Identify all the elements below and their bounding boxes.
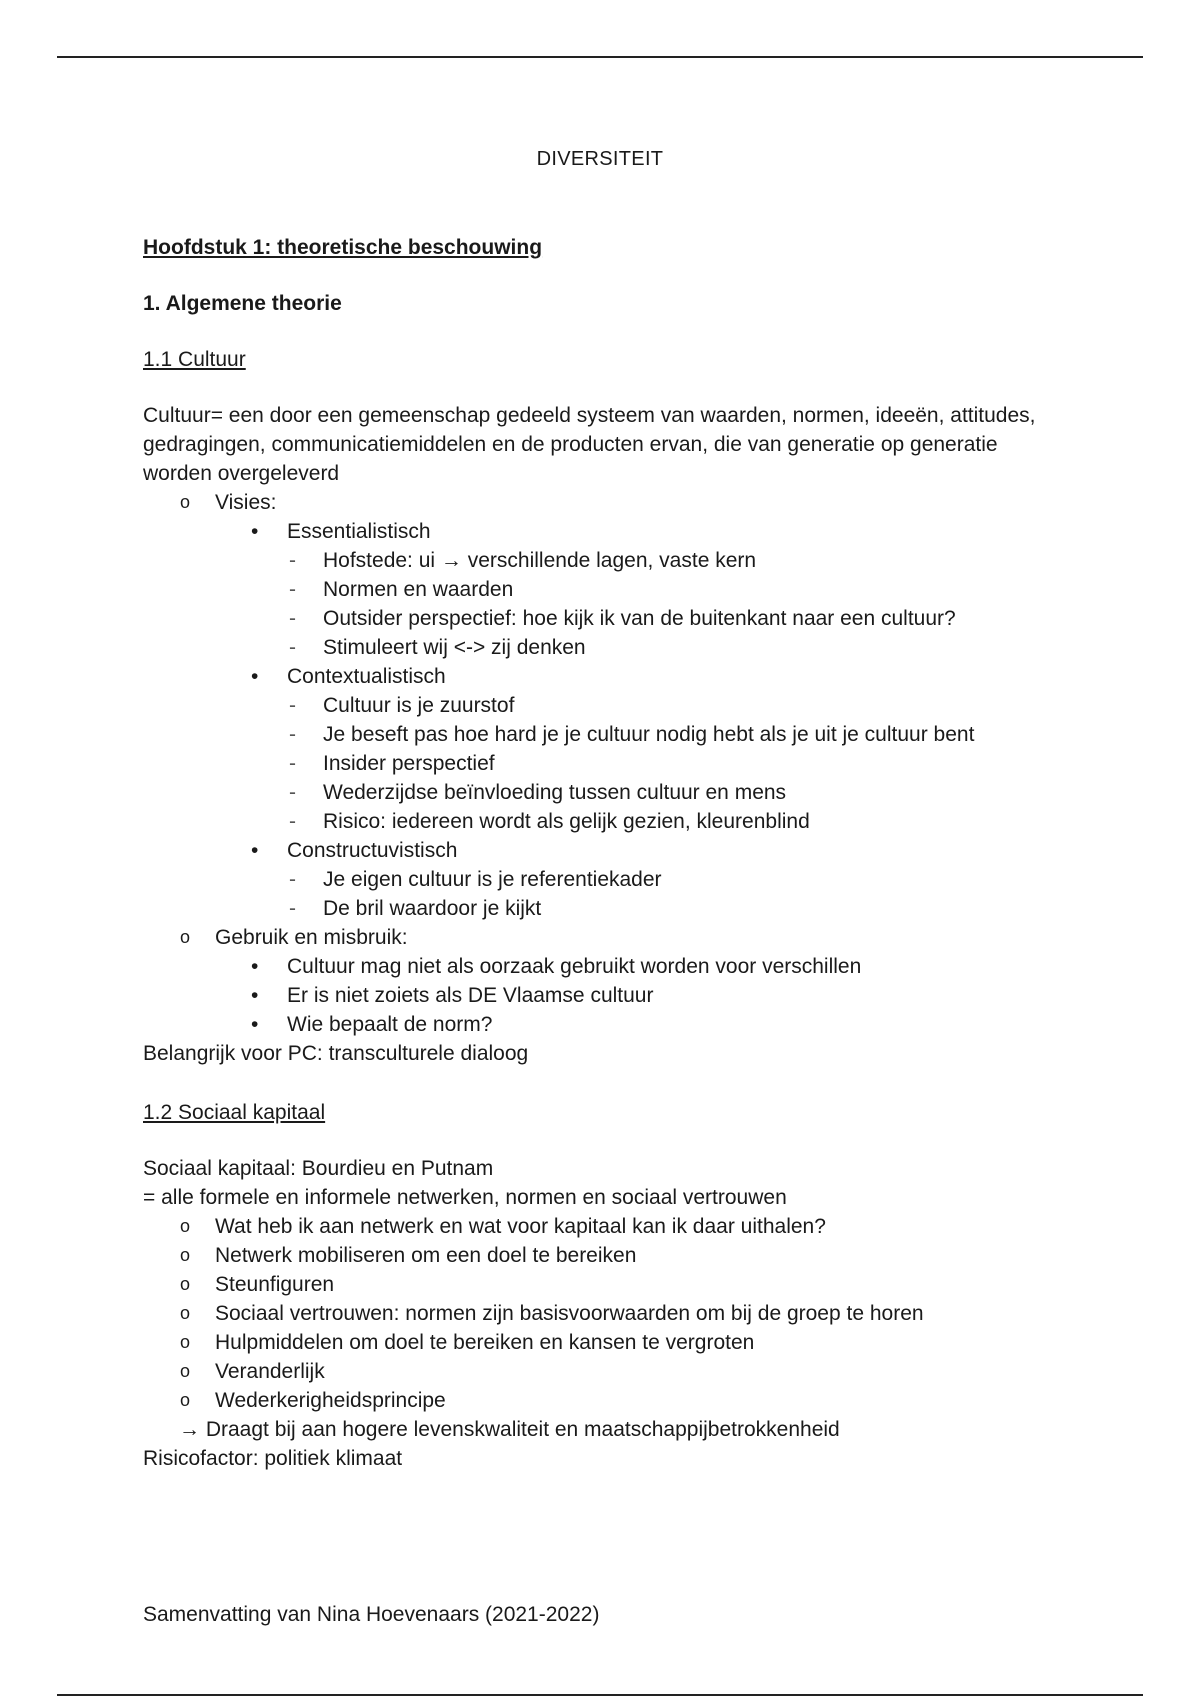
- document-title: DIVERSITEIT: [536, 148, 664, 170]
- list-item: [287, 778, 1143, 807]
- list-item: [215, 1010, 1143, 1039]
- point-text: Sociaal vertrouwen: normen zijn basisvoorwaarden om bij de groep te horen: [215, 1302, 924, 1325]
- risk-factor: Risicofactor: politiek klimaat: [143, 1447, 403, 1470]
- cultuur-note: Belangrijk voor PC: transculturele dialoog: [143, 1042, 529, 1065]
- document-body: [143, 233, 1143, 1473]
- circle-bullet-icon: o: [180, 1216, 191, 1236]
- bullet-icon: •: [251, 955, 259, 978]
- visie-points: [287, 691, 1143, 836]
- visie-item: [215, 662, 1143, 836]
- point-text: Wederzijdse beïnvloeding tussen cultuur en mens: [323, 781, 787, 804]
- dash-icon: -: [289, 897, 296, 920]
- point-text: Cultuur is je zuurstof: [323, 694, 515, 717]
- cultuur-definition: Cultuur= een door een gemeenschap gedeeld systeem van waarden, normen, ideeën, attitudes, gedragingen, communicatiemiddelen en de producten ervan, die van generatie op generatie worden overgeleverd: [143, 404, 1036, 485]
- circle-bullet-icon: o: [180, 1332, 191, 1352]
- point-text: Steunfiguren: [215, 1273, 335, 1296]
- dash-icon: -: [289, 607, 296, 630]
- visie-label: Constructuvistisch: [287, 839, 458, 862]
- sociaal-kapitaal-list: [143, 1212, 1143, 1415]
- subsection-heading-cultuur: 1.1 Cultuur: [143, 348, 246, 371]
- dash-icon: -: [289, 549, 296, 572]
- bullet-icon: •: [251, 839, 259, 862]
- list-item: [287, 546, 1143, 575]
- chapter-heading: Hoofdstuk 1: theoretische beschouwing: [143, 236, 543, 259]
- list-item: [143, 1241, 1143, 1270]
- point-text: Wat heb ik aan netwerk en wat voor kapitaal kan ik daar uithalen?: [215, 1215, 826, 1238]
- list-item: [215, 981, 1143, 1010]
- dash-icon: -: [289, 578, 296, 601]
- circle-bullet-icon: o: [180, 1390, 191, 1410]
- list-item: [287, 720, 1143, 749]
- list-item: [287, 749, 1143, 778]
- point-text: Er is niet zoiets als DE Vlaamse cultuur: [287, 984, 654, 1007]
- list-item: [215, 952, 1143, 981]
- list-item: [287, 691, 1143, 720]
- cultuur-list: [143, 488, 1143, 1039]
- point-text: De bril waardoor je kijkt: [323, 897, 542, 920]
- sociaal-kapitaal-definition: = alle formele en informele netwerken, normen en sociaal vertrouwen: [143, 1186, 787, 1209]
- visie-points: [287, 865, 1143, 923]
- circle-bullet-icon: o: [180, 1245, 191, 1265]
- gebruik-label: Gebruik en misbruik:: [215, 926, 408, 949]
- point-text: Cultuur mag niet als oorzaak gebruikt worden voor verschillen: [287, 955, 862, 978]
- point-text: Normen en waarden: [323, 578, 514, 601]
- arrow-conclusion: → Draagt bij aan hogere levenskwaliteit en maatschappijbetrokkenheid: [179, 1418, 840, 1441]
- dash-icon: -: [289, 694, 296, 717]
- list-item: [143, 1328, 1143, 1357]
- visie-label: Contextualistisch: [287, 665, 446, 688]
- list-item: [143, 1386, 1143, 1415]
- visie-item: [215, 517, 1143, 662]
- visies-label: Visies:: [215, 491, 277, 514]
- list-item-gebruik: [143, 923, 1143, 1039]
- point-text: Hofstede: ui → verschillende lagen, vaste kern: [323, 549, 757, 572]
- point-text: Wie bepaalt de norm?: [287, 1013, 493, 1036]
- visie-points: [287, 546, 1143, 662]
- point-text: Netwerk mobiliseren om een doel te bereiken: [215, 1244, 637, 1267]
- list-item: [287, 894, 1143, 923]
- visie-item: [215, 836, 1143, 923]
- dash-icon: -: [289, 723, 296, 746]
- point-text: Je beseft pas hoe hard je je cultuur nodig hebt als je uit je cultuur bent: [323, 723, 975, 746]
- point-text: Veranderlijk: [215, 1360, 325, 1383]
- point-text: Je eigen cultuur is je referentiekader: [323, 868, 662, 891]
- subsection-heading-sociaal-kapitaal: 1.2 Sociaal kapitaal: [143, 1101, 326, 1124]
- circle-bullet-icon: o: [180, 492, 191, 512]
- footer-author: Samenvatting van Nina Hoevenaars (2021-2022): [143, 1603, 600, 1626]
- spacer: [143, 1068, 1143, 1098]
- list-item: [143, 1270, 1143, 1299]
- circle-bullet-icon: o: [180, 927, 191, 947]
- list-item: [287, 807, 1143, 836]
- gebruik-sublist: [215, 952, 1143, 1039]
- dash-icon: -: [289, 810, 296, 833]
- visies-sublist: [215, 517, 1143, 923]
- bullet-icon: •: [251, 665, 259, 688]
- dash-icon: -: [289, 781, 296, 804]
- circle-bullet-icon: o: [180, 1274, 191, 1294]
- bullet-icon: •: [251, 1013, 259, 1036]
- bullet-icon: •: [251, 520, 259, 543]
- list-item: [143, 1299, 1143, 1328]
- dash-icon: -: [289, 868, 296, 891]
- sociaal-kapitaal-line: Sociaal kapitaal: Bourdieu en Putnam: [143, 1157, 494, 1180]
- dash-icon: -: [289, 752, 296, 775]
- circle-bullet-icon: o: [180, 1303, 191, 1323]
- section-heading: 1. Algemene theorie: [143, 292, 342, 315]
- list-item: [287, 575, 1143, 604]
- circle-bullet-icon: o: [180, 1361, 191, 1381]
- point-text: Risico: iedereen wordt als gelijk gezien, kleurenblind: [323, 810, 810, 833]
- list-item: [143, 1357, 1143, 1386]
- point-text: Hulpmiddelen om doel te bereiken en kansen te vergroten: [215, 1331, 755, 1354]
- point-text: Insider perspectief: [323, 752, 495, 775]
- bottom-rule: [57, 1694, 1143, 1696]
- point-text: Wederkerigheidsprincipe: [215, 1389, 446, 1412]
- top-rule: [57, 56, 1143, 58]
- point-text: Stimuleert wij <-> zij denken: [323, 636, 586, 659]
- list-item: [287, 604, 1143, 633]
- visie-label: Essentialistisch: [287, 520, 431, 543]
- list-item: [287, 865, 1143, 894]
- bullet-icon: •: [251, 984, 259, 1007]
- point-text: Outsider perspectief: hoe kijk ik van de buitenkant naar een cultuur?: [323, 607, 956, 630]
- list-item: [287, 633, 1143, 662]
- list-item: [143, 1212, 1143, 1241]
- list-item-visies: [143, 488, 1143, 923]
- dash-icon: -: [289, 636, 296, 659]
